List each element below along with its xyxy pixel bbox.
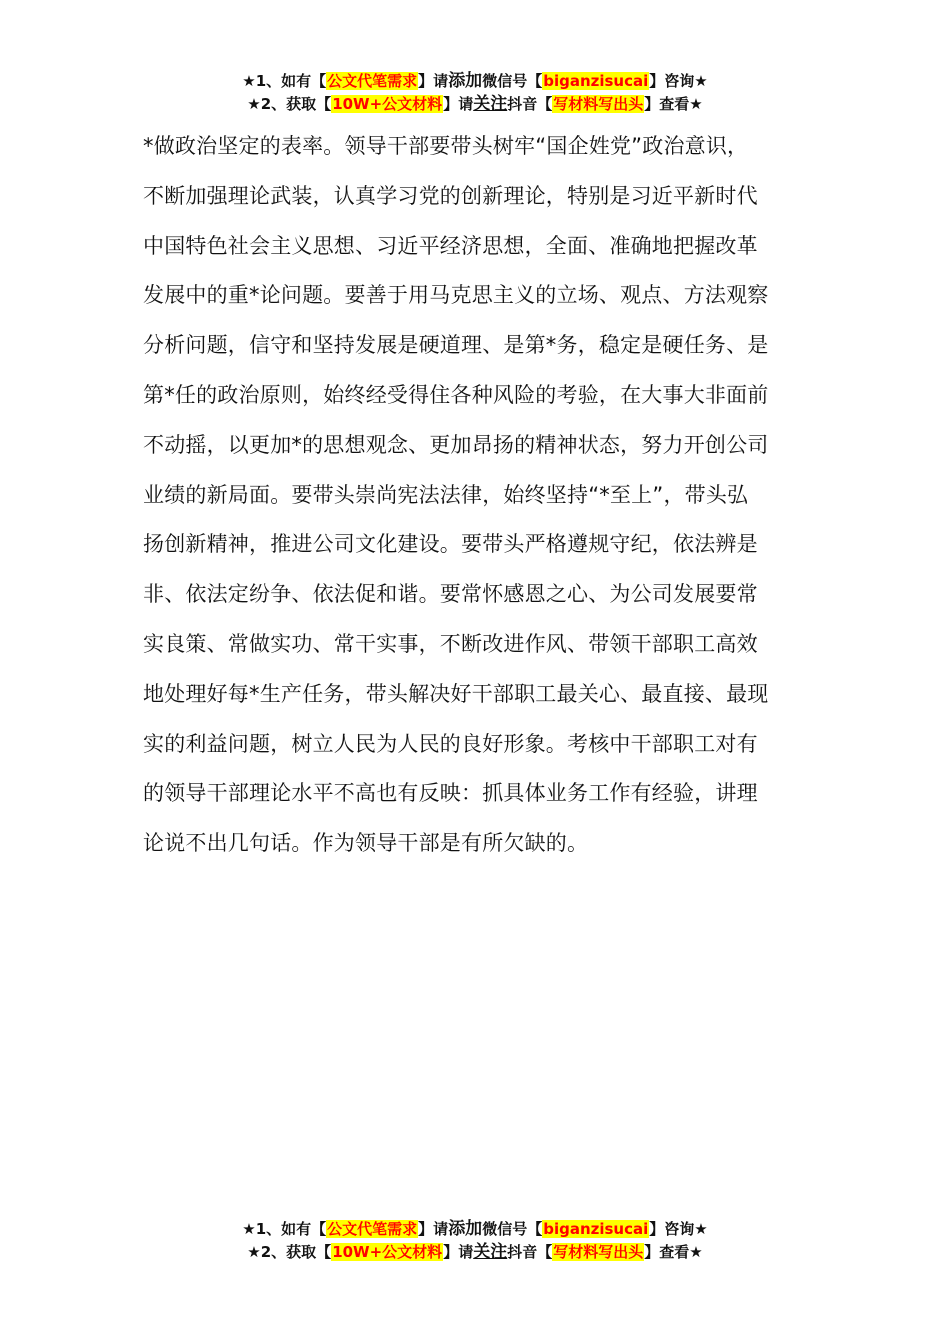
highlight-service: 公文代笔需求	[327, 1220, 418, 1238]
star-icon: ★	[689, 95, 703, 113]
body-line: 发展中的重*论问题。要善于用马克思主义的立场、观点、方法观察	[143, 283, 769, 308]
star-icon: ★	[242, 1220, 256, 1238]
star-icon: ★	[694, 1220, 708, 1238]
body-paragraph	[143, 122, 808, 869]
body-line: 不动摇，以更加*的思想观念、更加昂扬的精神状态，努力开创公司	[143, 432, 769, 457]
highlight-douyin-name: 写材料写出头	[553, 95, 644, 113]
body-line: 实良策、常做实功、常干实事，不断改进作风、带领干部职工高效	[143, 631, 758, 656]
header-banner	[0, 70, 950, 116]
highlight-service: 公文代笔需求	[327, 72, 418, 90]
body-line: 第*任的政治原则，始终经受得住各种风险的考验，在大事大非面前	[143, 382, 769, 407]
body-line: 扬创新精神，推进公司文化建设。要带头严格遵规守纪，依法辨是	[143, 532, 758, 557]
banner-line-1: ★1、如有【公文代笔需求】请添加微信号【biganzisucai】咨询★	[242, 1219, 708, 1239]
body-line: 的领导干部理论水平不高也有反映：抓具体业务工作有经验，讲理	[143, 781, 758, 806]
banner-line-2: ★2、获取【10W+公文材料】请关注抖音【写材料写出头】查看★	[247, 94, 703, 114]
star-icon: ★	[242, 72, 256, 90]
star-icon: ★	[247, 95, 261, 113]
highlight-materials: 10W+公文材料	[332, 1243, 443, 1261]
body-line: 中国特色社会主义思想、习近平经济思想，全面、准确地把握改革	[143, 233, 758, 258]
highlight-douyin-name: 写材料写出头	[553, 1243, 644, 1261]
body-line: 业绩的新局面。要带头崇尚宪法法律，始终坚持“*至上”，带头弘	[143, 482, 749, 507]
highlight-wechat-id: biganzisucai	[543, 1220, 649, 1238]
body-line: 不断加强理论武装，认真学习党的创新理论，特别是习近平新时代	[143, 183, 758, 208]
banner-line-2: ★2、获取【10W+公文材料】请关注抖音【写材料写出头】查看★	[247, 1242, 703, 1262]
banner-line-1: ★1、如有【公文代笔需求】请添加微信号【biganzisucai】咨询★	[242, 71, 708, 91]
body-line: 地处理好每*生产任务，带头解决好干部职工最关心、最直接、最现	[143, 681, 769, 706]
star-icon: ★	[689, 1243, 703, 1261]
footer-banner	[0, 1218, 950, 1264]
highlight-wechat-id: biganzisucai	[543, 72, 649, 90]
highlight-materials: 10W+公文材料	[332, 95, 443, 113]
star-icon: ★	[694, 72, 708, 90]
body-line: 分析问题，信守和坚持发展是硬道理、是第*务，稳定是硬任务、是	[143, 333, 769, 358]
body-line: 实的利益问题，树立人民为人民的良好形象。考核中干部职工对有	[143, 731, 758, 756]
body-line: 论说不出几句话。作为领导干部是有所欠缺的。	[143, 831, 589, 856]
body-line: 非、依法定纷争、依法促和谐。要常怀感恩之心、为公司发展要常	[143, 582, 758, 607]
body-line: *做政治坚定的表率。领导干部要带头树牢“国企姓党”政治意识，	[143, 134, 749, 158]
star-icon: ★	[247, 1243, 261, 1261]
